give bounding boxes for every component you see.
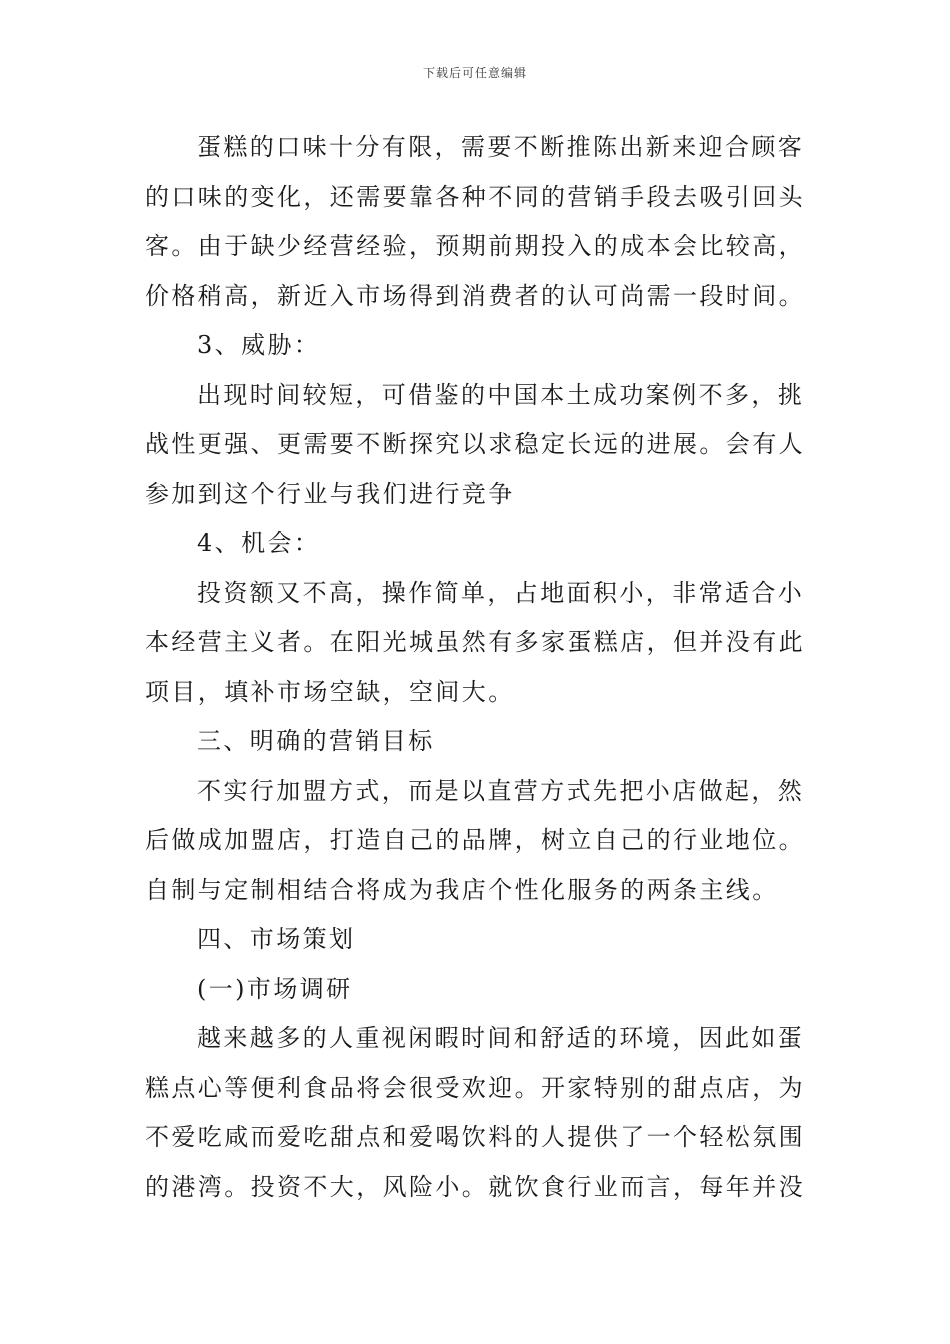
page-header-note: 下载后可任意编辑 (422, 66, 527, 80)
paragraph-threats-detail: 出现时间较短，可借鉴的中国本土成功案例不多，挑战性更强、更需要不断探究以求稳定长远的进展。会有人参加到这个行业与我们进行竞争 (145, 380, 805, 508)
heading-threats: 3、威胁： (197, 331, 321, 359)
heading-opportunities: 4、机会： (197, 529, 321, 557)
paragraph-marketing-goals-detail: 不实行加盟方式，而是以直营方式先把小店做起，然后做成加盟店，打造自己的品牌，树立自己的行业地位。自制与定制相结合将成为我店个性化服务的两条主线。 (145, 776, 805, 904)
heading-market-planning: 四、市场策划 (197, 925, 356, 953)
heading-marketing-goals: 三、明确的营销目标 (197, 727, 435, 755)
paragraph-weakness-detail: 蛋糕的口味十分有限，需要不断推陈出新来迎合顾客的口味的变化，还需要靠各种不同的营销手段去吸引回头客。由于缺少经营经验，预期前期投入的成本会比较高，价格稍高，新近入市场得到消费者的认可尚需一段时间。 (145, 133, 805, 310)
paragraph-market-research-detail: 越来越多的人重视闲暇时间和舒适的环境，因此如蛋糕点心等便利食品将会很受欢迎。开家特别的甜点店，为不爱吃咸而爱吃甜点和爱喝饮料的人提供了一个轻松氛围的港湾。投资不大，风险小。就饮食行业而言，每年并没 (145, 1024, 805, 1201)
document-body (145, 123, 807, 1212)
heading-market-research: (一)市场调研 (197, 974, 353, 1003)
paragraph-opportunities-detail: 投资额又不高，操作简单，占地面积小，非常适合小本经营主义者。在阳光城虽然有多家蛋糕店，但并没有此项目，填补市场空缺，空间大。 (145, 578, 805, 706)
